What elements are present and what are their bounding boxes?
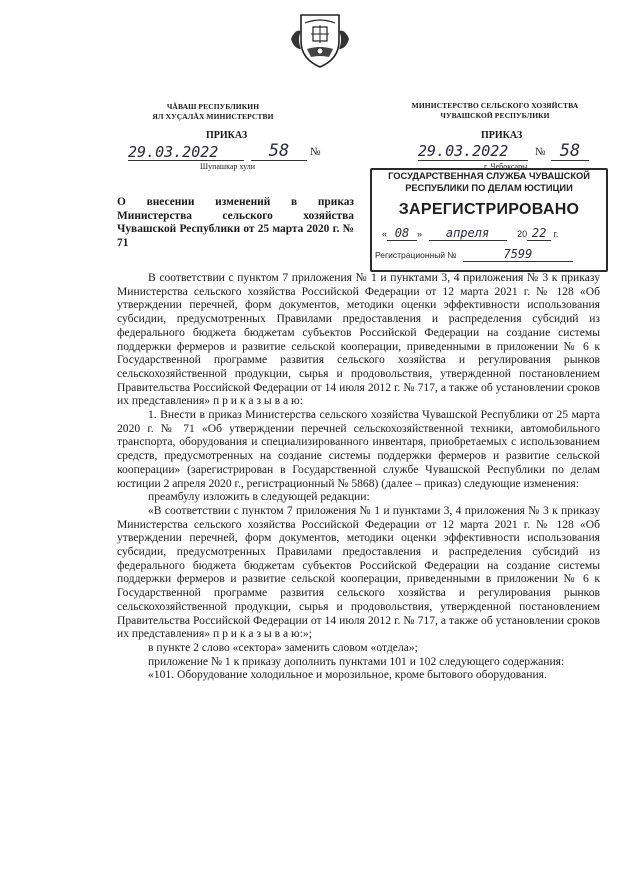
right-order-label: ПРИКАЗ (481, 130, 523, 141)
body-paragraph: преамбулу изложить в следующей редакции: (148, 490, 370, 504)
document-body (117, 271, 600, 682)
registration-stamp (370, 168, 608, 272)
left-order-label: ПРИКАЗ (206, 130, 248, 141)
left-number-handwritten: 58 (251, 141, 307, 161)
coat-of-arms-emblem (289, 9, 351, 71)
stamp-reg-label: Регистрационный № (375, 250, 457, 260)
header-right-line2: ЧУВАШСКОЙ РЕСПУБЛИКИ (440, 111, 550, 120)
stamp-reg-row (372, 247, 606, 262)
left-number-sign: № (310, 146, 321, 158)
stamp-line1: ГОСУДАРСТВЕННАЯ СЛУЖБА ЧУВАШСКОЙ (388, 171, 590, 181)
stamp-month: апреля (429, 226, 507, 241)
right-date-handwritten: 29.03.2022 (418, 142, 528, 161)
stamp-date-row: « 08 » апреля 20 22 г. (382, 226, 559, 240)
body-paragraph: в пункте 2 слово «сектора» заменить словом «отдела»; (148, 640, 418, 654)
right-number-sign: № (535, 146, 546, 158)
body-paragraph: 1. Внести в приказ Министерства сельского хозяйства Чувашской Республики от 25 марта 2020 г. № 71 «Об утверждении перечней сельскохозяйственной техники, автомобильного транспорта, оборудования и специализированного инвентаря, приобретаемых с использованием средств, предусмотренных на создание системы поддержки фермеров и развитие сельской кооперации» (зарегистрирован в Государственной службе Чувашской Республики по делам юстиции 2 апреля 2020 г., регистрационный № 5868) (далее – приказ) следующие изменения: (117, 408, 600, 490)
body-paragraph: «101. Оборудование холодильное и морозильное, кроме бытового оборудования. (148, 668, 547, 682)
document-title: О внесении изменений в приказ Министерства сельского хозяйства Чувашской Республики от 25 марта 2020 г. № 71 (117, 196, 354, 249)
left-date-handwritten: 29.03.2022 (128, 143, 244, 161)
header-left-line2: ЯЛ ХУÇАЛĂХ МИНИСТЕРСТВИ (152, 112, 274, 121)
left-city: Шупашкар хули (200, 162, 255, 171)
stamp-title: ЗАРЕГИСТРИРОВАНО (398, 201, 580, 218)
stamp-year-unit: г. (553, 229, 559, 239)
body-paragraph: приложение № 1 к приказу дополнить пунктами 101 и 102 следующего содержания: (148, 654, 565, 668)
body-paragraph: «В соответствии с пунктом 7 приложения № 1 и пунктами 3, 4 приложения № 3 к приказу Министерства сельского хозяйства Российской Федерации от 12 марта 2021 г. № 128 «Об утверждении перечней, форм документов, методики оценки эффективности использования субсидии, предусмотренных Правилами предоставления и распределения субсидий из федерального бюджета бюджетам субъектов Российской Федерации на создание системы поддержки фермеров и развитие сельской кооперации, приведенными в приложении № 6 к Государственной программе развития сельского хозяйства и регулирования рынков сельскохозяйственной продукции, сырья и продовольствия, утвержденной постановлением Правительства Российской Федерации от 14 июля 2012 г. № 717, а также об установлении сроков их представления» п р и к а з ы в а ю:»; (117, 503, 600, 641)
stamp-year-prefix: 20 (517, 229, 528, 239)
stamp-line2: РЕСПУБЛИКИ ПО ДЕЛАМ ЮСТИЦИИ (405, 183, 573, 193)
stamp-year-suffix: 22 (527, 226, 551, 241)
right-city: г. Чебоксары (484, 162, 528, 171)
body-paragraph: В соответствии с пунктом 7 приложения № 1 и пунктами 3, 4 приложения № 3 к приказу Министерства сельского хозяйства Российской Федерации от 12 марта 2021 г. № 128 «Об утверждении перечней, форм документов, методики оценки эффективности использования субсидии, предусмотренных Правилами предоставления и распределения субсидий из федерального бюджета бюджетам субъектов Российской Федерации на создание системы поддержки фермеров и развитие сельской кооперации, приведенными в приложении № 6 к Государственной программе развития сельского хозяйства и регулирования рынков сельскохозяйственной продукции, сырья и продовольствия, утвержденной постановлением Правительства Российской Федерации от 14 июля 2012 г. № 717, а также об установлении сроков их представления» п р и к а з ы в а ю: (117, 271, 600, 408)
stamp-reg-number: 7599 (463, 247, 573, 262)
stamp-day: 08 (387, 226, 417, 241)
right-number-handwritten: 58 (551, 141, 589, 161)
header-right-line1: МИНИСТЕРСТВО СЕЛЬСКОГО ХОЗЯЙСТВА (411, 101, 579, 110)
header-left-line1: ЧĂВАШ РЕСПУБЛИКИН (166, 102, 260, 111)
